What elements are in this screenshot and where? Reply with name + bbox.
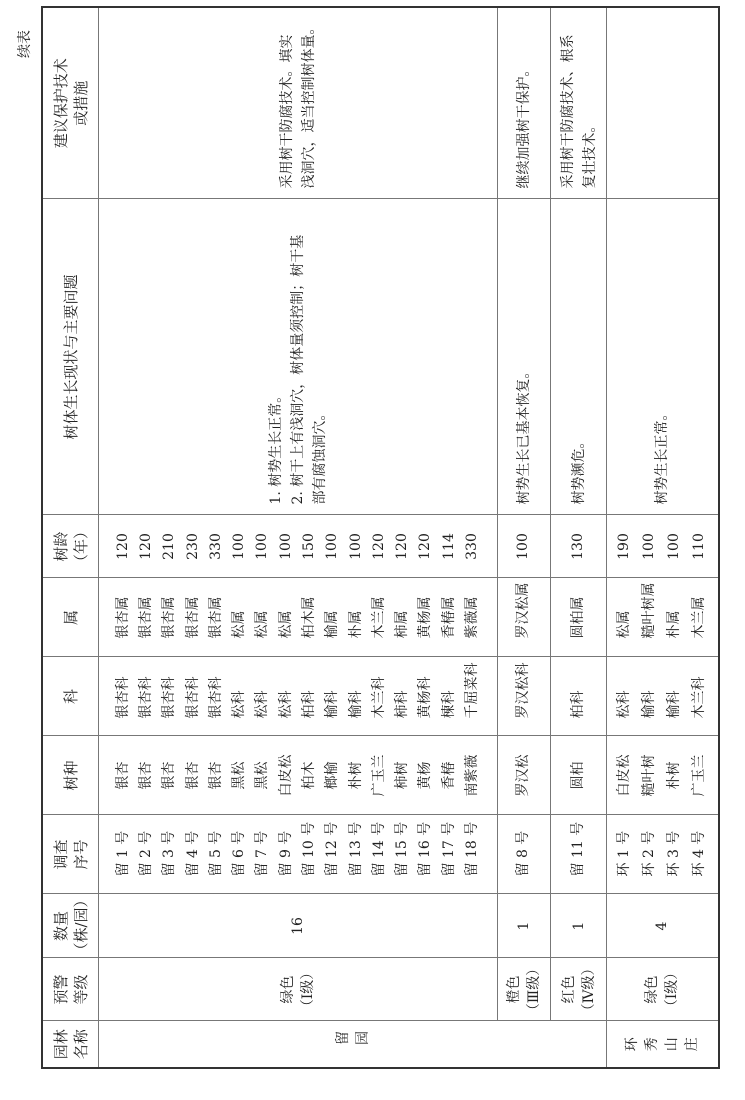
age-text: 130 (569, 533, 586, 560)
age-text: 100 (641, 533, 658, 560)
header-text: （年） (71, 524, 90, 570)
age-text: 330 (464, 533, 481, 560)
species-cell (607, 736, 719, 815)
status-line: 树势生长正常。 (654, 406, 671, 505)
header-status: 树体生长现状与主要问题 (42, 199, 99, 515)
ancient-tree-table (41, 6, 720, 1069)
survey-id-cell (551, 815, 607, 894)
species-text: 罗汉松 (515, 754, 532, 797)
species-text: 银杏 (137, 761, 154, 790)
genus-text: 柏木属 (301, 596, 317, 639)
age-text: 230 (184, 533, 201, 560)
species-text: 银杏 (184, 761, 201, 790)
warning-level-cell (551, 958, 607, 1021)
survey-id-text: 留 17 号 (440, 821, 457, 877)
species-text: 黄杨 (417, 761, 434, 790)
status-cell (551, 199, 607, 515)
survey-id-text: 留 3 号 (161, 830, 178, 877)
species-text: 朴树 (347, 761, 364, 790)
species-cell (99, 736, 498, 815)
species-text: 黑松 (254, 761, 271, 790)
survey-id-text: 留 14 号 (370, 821, 387, 877)
age-cell (607, 515, 719, 578)
garden-name-char: 庄 (684, 1037, 701, 1052)
status-line: 树势生长已基本恢复。 (516, 364, 532, 505)
family-text: 榆科 (324, 690, 341, 719)
genus-text: 银杏属 (137, 596, 154, 639)
status-cell (498, 199, 551, 515)
advice-cell (99, 7, 498, 199)
header-warning (42, 958, 99, 1021)
survey-id-text: 留 10 号 (301, 821, 317, 877)
family-text: 银杏科 (114, 676, 131, 719)
warning-level-text: （Ⅳ级） (580, 961, 597, 1018)
age-text: 114 (440, 533, 457, 560)
genus-text: 银杏属 (114, 596, 131, 639)
garden-name-char: 园 (354, 1031, 371, 1045)
family-text: 榆科 (666, 690, 683, 719)
survey-id-text: 留 18 号 (464, 821, 481, 877)
garden-name-cell (607, 1021, 719, 1068)
advice-line: 采用树干防腐技术。填实 (279, 34, 295, 189)
survey-id-text: 留 15 号 (394, 821, 411, 877)
family-text: 柏科 (569, 690, 586, 719)
family-text: 榆科 (641, 690, 658, 719)
warning-level-text: 绿色 (280, 975, 296, 1004)
warning-level-cell (607, 958, 719, 1021)
table-row (99, 7, 498, 1068)
family-text: 柏科 (301, 690, 317, 719)
header-row (42, 7, 99, 1068)
age-cell (99, 515, 498, 578)
warning-level-cell (99, 958, 498, 1021)
table-row (551, 7, 607, 1068)
species-text: 圆柏 (569, 761, 586, 790)
genus-text: 圆柏属 (569, 596, 586, 639)
family-text: 柿科 (394, 690, 411, 719)
age-cell (551, 515, 607, 578)
warning-level-text: （Ⅲ级） (526, 961, 542, 1018)
warning-level-text: 绿色 (644, 975, 661, 1004)
count-cell: 1 (498, 894, 551, 958)
warning-level-text: 红色 (560, 975, 577, 1004)
header-text: （株/园） (71, 892, 90, 958)
family-text: 松科 (231, 690, 248, 719)
garden-name-char: 留 (334, 1031, 351, 1045)
age-text: 210 (161, 533, 178, 560)
advice-line: 采用树干防腐技术、根系 (559, 34, 576, 189)
status-line: 树势濒危。 (570, 434, 587, 505)
genus-text: 木兰属 (691, 596, 708, 639)
genus-text: 松属 (254, 610, 271, 639)
age-text: 150 (301, 533, 317, 560)
header-advice (42, 7, 99, 199)
species-text: 白皮松 (277, 754, 294, 797)
advice-cell (607, 7, 719, 199)
family-cell (607, 657, 719, 736)
species-text: 糙叶树 (641, 754, 658, 797)
family-cell (551, 657, 607, 736)
warning-level-text: （Ⅰ级） (664, 965, 681, 1014)
species-text: 广玉兰 (691, 754, 708, 797)
age-text: 120 (394, 533, 411, 560)
genus-text: 松属 (231, 610, 248, 639)
header-survey-id (42, 815, 99, 894)
header-text: 调查 (51, 839, 70, 870)
advice-line: 复壮技术。 (581, 118, 598, 189)
genus-text: 香椿属 (440, 596, 457, 639)
species-text: 银杏 (207, 761, 224, 790)
genus-text: 松属 (616, 610, 633, 639)
genus-cell (551, 578, 607, 657)
warning-level-text: （Ⅰ级） (300, 965, 316, 1014)
genus-text: 朴属 (347, 610, 364, 639)
warning-level-text: 橙色 (506, 975, 522, 1004)
age-text: 120 (137, 533, 154, 560)
count-cell: 1 (551, 894, 607, 958)
age-text: 100 (515, 533, 532, 560)
status-line: 2. 树干上有浅洞穴，树体量须控制；树干基 (290, 234, 306, 505)
species-text: 柿树 (394, 761, 411, 790)
age-text: 120 (417, 533, 434, 560)
family-text: 黄杨科 (417, 676, 434, 719)
genus-cell (99, 578, 498, 657)
header-text: 名称 (71, 1029, 90, 1060)
family-text: 榆科 (347, 690, 364, 719)
family-text: 千屈菜科 (464, 662, 481, 719)
genus-text: 榆属 (324, 610, 341, 639)
genus-text: 银杏属 (184, 596, 201, 639)
genus-text: 木兰属 (370, 596, 387, 639)
age-text: 100 (666, 533, 683, 560)
survey-id-text: 留 13 号 (347, 821, 364, 877)
genus-text: 银杏属 (207, 596, 224, 639)
species-text: 白皮松 (616, 754, 633, 797)
age-cell (498, 515, 551, 578)
age-text: 120 (114, 533, 131, 560)
genus-cell (607, 578, 719, 657)
header-text: 等级 (71, 974, 90, 1005)
age-text: 100 (347, 533, 364, 560)
species-text: 银杏 (161, 761, 178, 790)
genus-text: 糙叶树属 (641, 582, 658, 639)
status-cell (607, 199, 719, 515)
genus-cell (498, 578, 551, 657)
survey-id-text: 留 4 号 (184, 830, 201, 877)
advice-cell (498, 7, 551, 199)
species-cell (498, 736, 551, 815)
family-text: 松科 (277, 690, 294, 719)
age-text: 330 (207, 533, 224, 560)
family-text: 楝科 (440, 690, 457, 719)
header-species: 树种 (42, 736, 99, 815)
table-row (498, 7, 551, 1068)
age-text: 100 (324, 533, 341, 560)
family-text: 木兰科 (691, 676, 708, 719)
survey-id-text: 留 12 号 (324, 821, 341, 877)
family-cell (99, 657, 498, 736)
survey-id-cell (498, 815, 551, 894)
survey-id-text: 留 11 号 (569, 821, 586, 877)
genus-text: 松属 (277, 610, 294, 639)
genus-text: 朴属 (666, 610, 683, 639)
warning-level-cell (498, 958, 551, 1021)
species-text: 银杏 (114, 761, 131, 790)
survey-id-text: 环 1 号 (616, 830, 633, 877)
family-text: 银杏科 (137, 676, 154, 719)
table-row (607, 7, 719, 1068)
age-text: 100 (254, 533, 271, 560)
advice-line: 浅洞穴，适当控制树体量。 (301, 20, 317, 189)
family-text: 银杏科 (207, 676, 224, 719)
header-text: 园林 (51, 1029, 70, 1060)
age-text: 100 (277, 533, 294, 560)
survey-id-text: 环 4 号 (691, 830, 708, 877)
status-line: 部有腐蚀洞穴。 (312, 406, 328, 505)
species-text: 柏木 (301, 761, 317, 790)
header-family: 科 (42, 657, 99, 736)
survey-id-cell (99, 815, 498, 894)
family-cell (498, 657, 551, 736)
status-cell (99, 199, 498, 515)
age-text: 120 (370, 533, 387, 560)
family-text: 木兰科 (370, 676, 387, 719)
survey-id-text: 留 2 号 (137, 830, 154, 877)
count-cell: 16 (99, 894, 498, 958)
survey-id-text: 留 8 号 (515, 830, 532, 877)
family-text: 银杏科 (184, 676, 201, 719)
genus-text: 罗汉松属 (515, 582, 532, 639)
garden-name-char: 山 (664, 1037, 681, 1052)
survey-id-text: 环 2 号 (641, 830, 658, 877)
survey-id-cell (607, 815, 719, 894)
genus-text: 紫薇属 (464, 596, 481, 639)
genus-text: 柿属 (394, 610, 411, 639)
species-cell (551, 736, 607, 815)
status-line: 1. 树势生长正常。 (268, 388, 284, 505)
species-text: 黑松 (231, 761, 248, 790)
garden-name-char: 秀 (644, 1037, 661, 1052)
header-age (42, 515, 99, 578)
species-text: 广玉兰 (370, 754, 387, 797)
header-text: 建议保护技术 (51, 58, 70, 149)
survey-id-text: 环 3 号 (666, 830, 683, 877)
genus-text: 黄杨属 (417, 596, 434, 639)
genus-text: 银杏属 (161, 596, 178, 639)
header-garden (42, 1021, 99, 1068)
survey-id-text: 留 6 号 (231, 830, 248, 877)
advice-cell (551, 7, 607, 199)
header-text: 序号 (71, 839, 90, 870)
header-text: 数量 (51, 911, 70, 942)
header-genus: 属 (42, 578, 99, 657)
continued-table-label: 续表 (17, 30, 33, 58)
header-text: 树龄 (51, 531, 70, 562)
species-text: 香椿 (440, 761, 457, 790)
survey-id-text: 留 9 号 (277, 830, 294, 877)
family-text: 罗汉松科 (515, 662, 532, 719)
family-text: 松科 (254, 690, 271, 719)
species-text: 朴树 (666, 761, 683, 790)
survey-id-text: 留 7 号 (254, 830, 271, 877)
header-count (42, 894, 99, 958)
age-text: 110 (691, 533, 708, 560)
age-text: 100 (231, 533, 248, 560)
header-text: 或措施 (71, 80, 90, 126)
survey-id-text: 留 16 号 (417, 821, 434, 877)
survey-id-text: 留 1 号 (114, 830, 131, 877)
header-text: 预警 (51, 974, 70, 1005)
survey-id-text: 留 5 号 (207, 830, 224, 877)
advice-line: 继续加强树干保护。 (516, 62, 532, 189)
family-text: 松科 (616, 690, 633, 719)
count-cell: 4 (607, 894, 719, 958)
garden-name-char: 环 (624, 1037, 641, 1052)
family-text: 银杏科 (161, 676, 178, 719)
species-text: 榔榆 (324, 761, 341, 790)
species-text: 南紫薇 (464, 754, 481, 797)
garden-name-cell (99, 1021, 607, 1068)
age-text: 190 (616, 533, 633, 560)
